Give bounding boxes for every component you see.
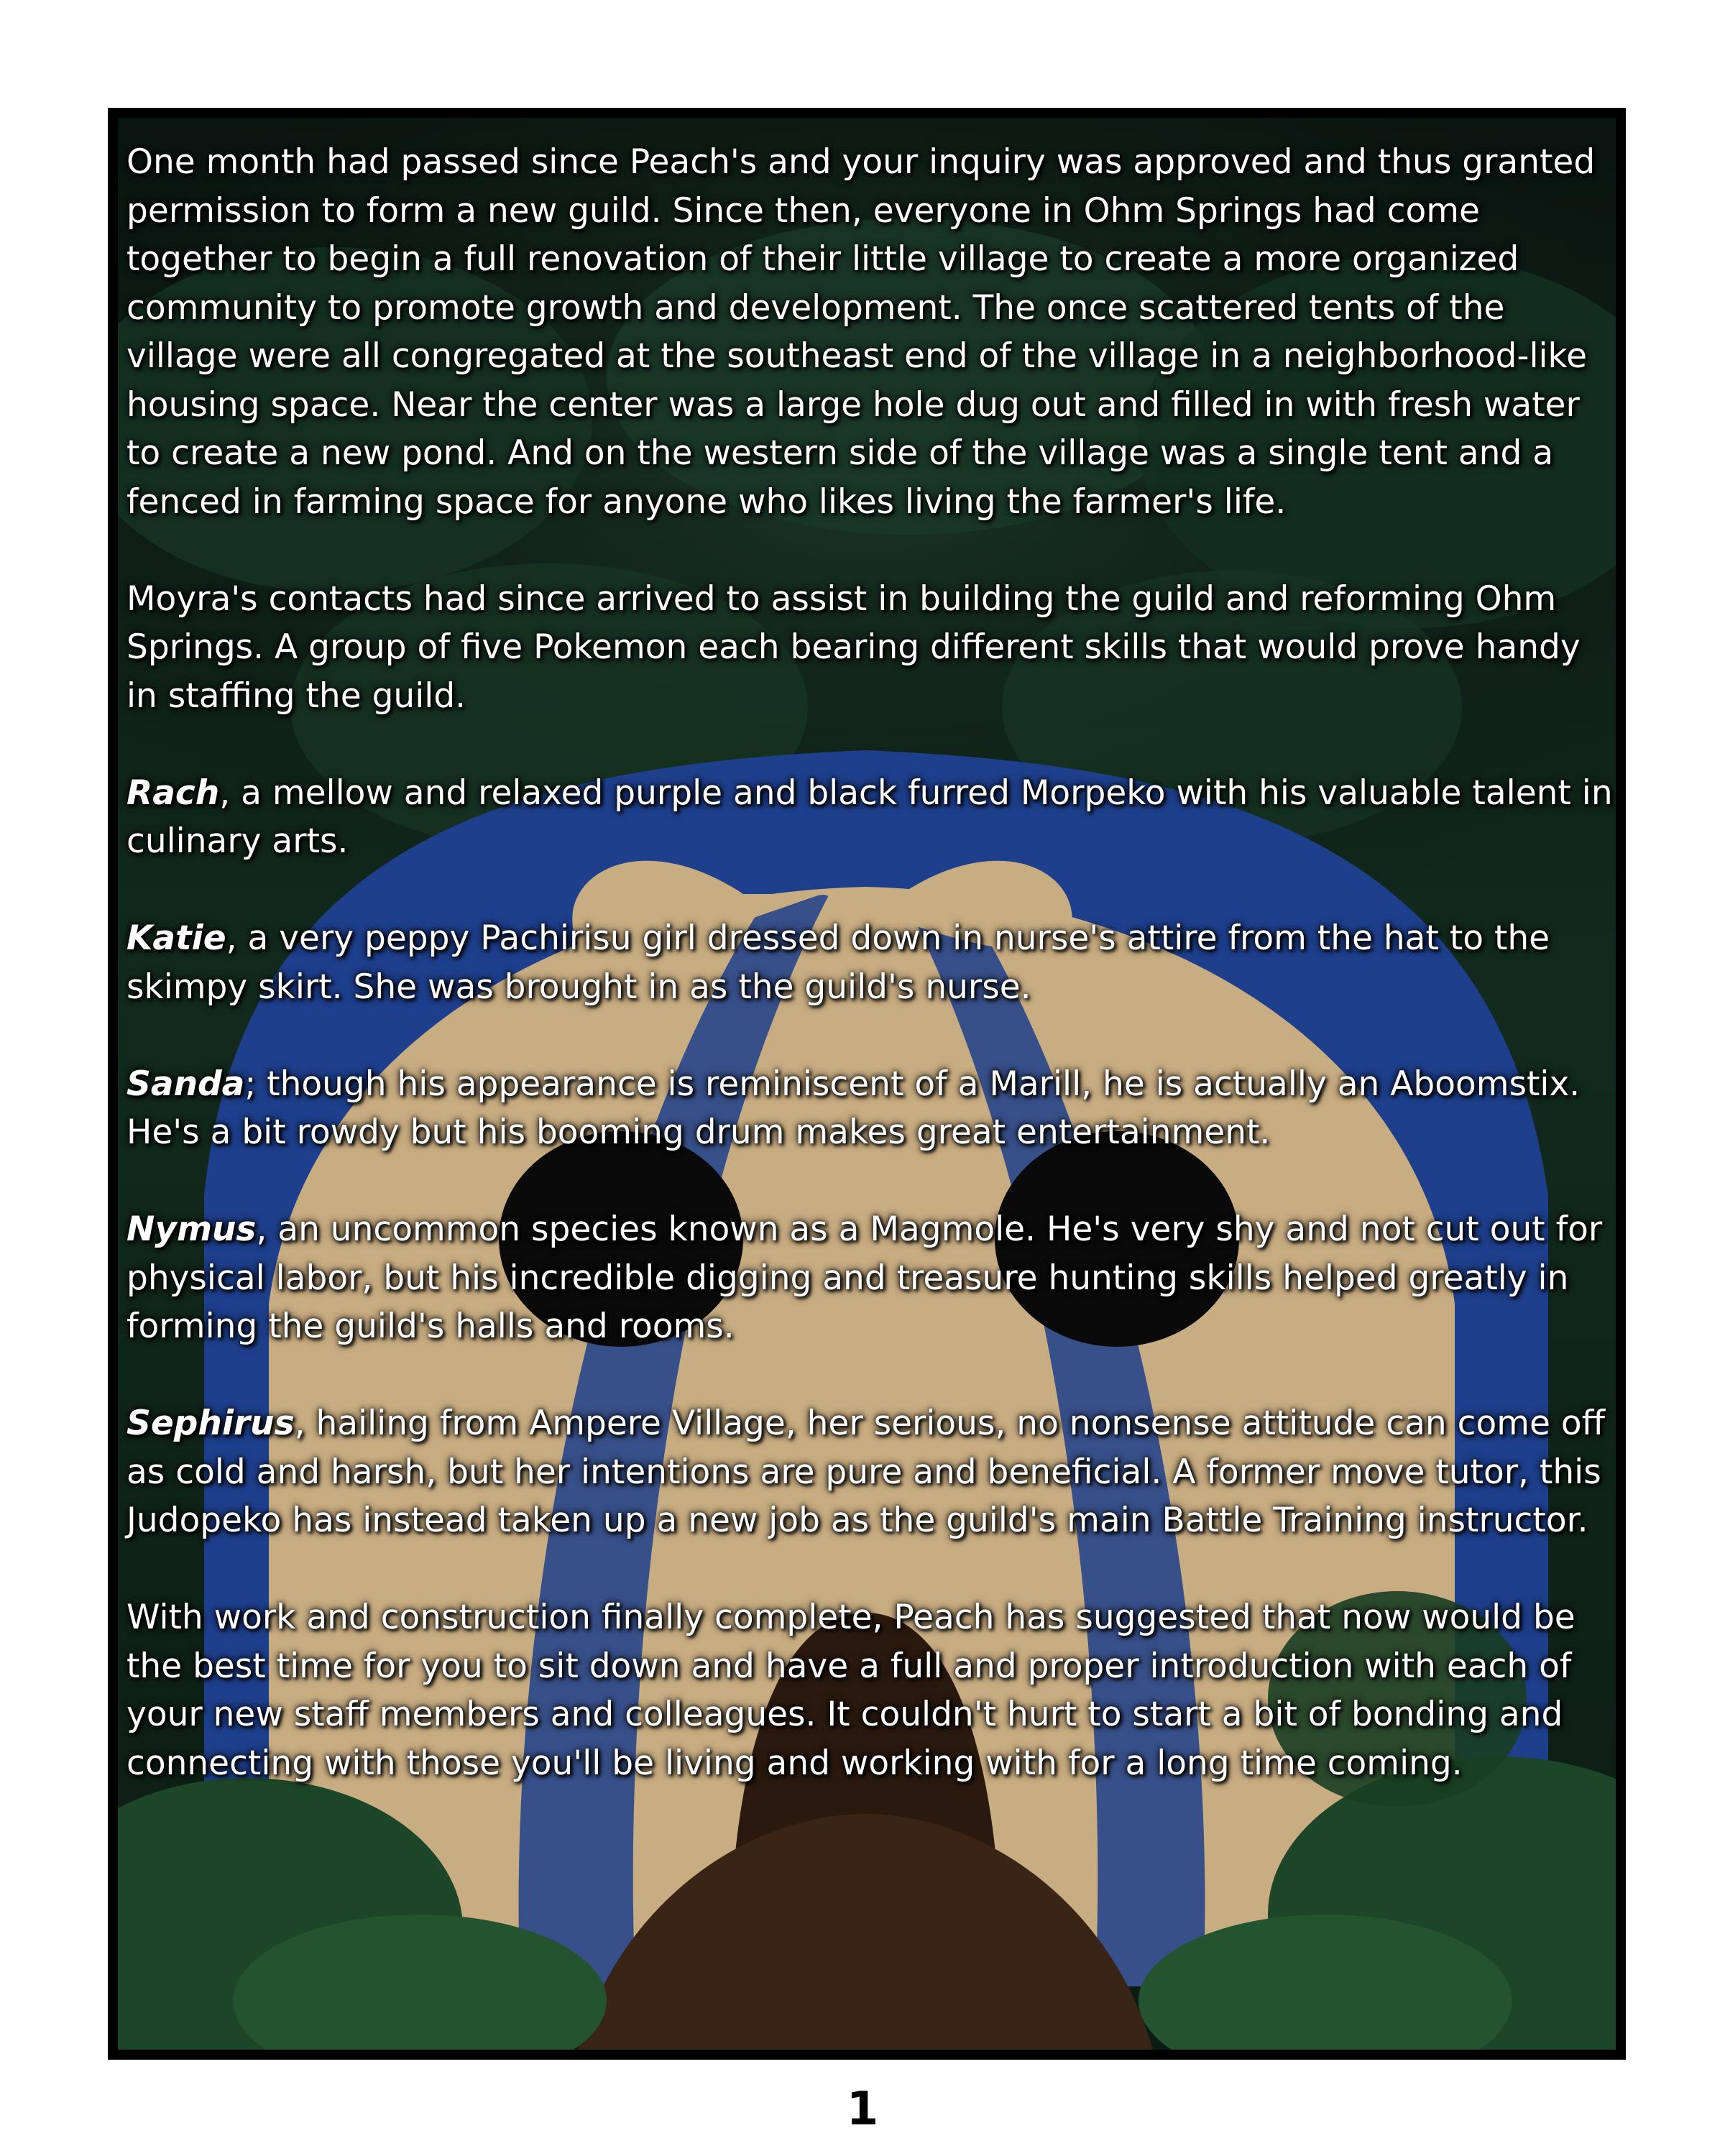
character-description: ; though his appearance is reminiscent of a Marill, he is actually an Aboomstix. He's a bit rowdy but his booming drum makes great entertainment. — [126, 1064, 1581, 1152]
character-description: , hailing from Ampere Village, her serious, no nonsense attitude can come off as cold and harsh, but her intentions are pure and beneficial. A former move tutor, this Judopeko has instead taken up a new job as the guild's main Battle Training instructor. — [126, 1404, 1606, 1540]
closing-paragraph — [126, 1593, 1622, 1787]
character-description: , an uncommon species known as a Magmole. He's very shy and not cut out for physical labor, but his incredible digging and treasure hunting skills helped greatly in forming the guild's halls and rooms. — [126, 1210, 1603, 1346]
character-name: Nymus — [126, 1210, 257, 1249]
character-name: Rach — [126, 773, 220, 813]
contacts-text: Moyra's contacts had since arrived to assist in building the guild and reforming Ohm Springs. A group of five Pokemon each bearing different skills that would prove handy in staffing the guild. — [126, 579, 1581, 716]
intro-paragraph — [126, 138, 1622, 526]
contacts-paragraph — [126, 575, 1622, 721]
character-sephirus — [126, 1399, 1622, 1545]
character-sanda — [126, 1060, 1622, 1157]
character-description: , a mellow and relaxed purple and black furred Morpeko with his valuable talent in culinary arts. — [126, 773, 1613, 861]
character-description: , a very peppy Pachirisu girl dressed down in nurse's attire from the hat to the skimpy skirt. She was brought in as the guild's nurse. — [126, 918, 1550, 1007]
closing-text: With work and construction finally complete, Peach has suggested that now would be the best time for you to sit down and have a full and proper introduction with each of your new staff members and colleagues. It couldn't hurt to start a bit of bonding and connecting with those you'll be living and working with for a long time coming. — [126, 1598, 1576, 1783]
character-nymus — [126, 1205, 1622, 1351]
character-name: Katie — [126, 918, 226, 958]
character-rach — [126, 769, 1622, 866]
story-panel — [108, 108, 1626, 2060]
character-name: Sanda — [126, 1064, 245, 1104]
intro-text: One month had passed since Peach's and your inquiry was approved and thus granted permission to form a new guild. Since then, everyone in Ohm Springs had come together to begin a full renovation of their little village to create a more organized community to promote growth and development. The once scattered tents of the village were all congregated at the southeast end of the village in a neighborhood-like housing space. Near the center was a large hole dug out and filled in with fresh water to create a new pond. And on the western side of the village was a single tent and a fenced in farming space for anyone who likes living the farmer's life. — [126, 142, 1596, 522]
character-katie — [126, 914, 1622, 1011]
character-name: Sephirus — [126, 1404, 295, 1443]
story-text — [126, 138, 1622, 1787]
page-number: 1 — [846, 2083, 879, 2136]
